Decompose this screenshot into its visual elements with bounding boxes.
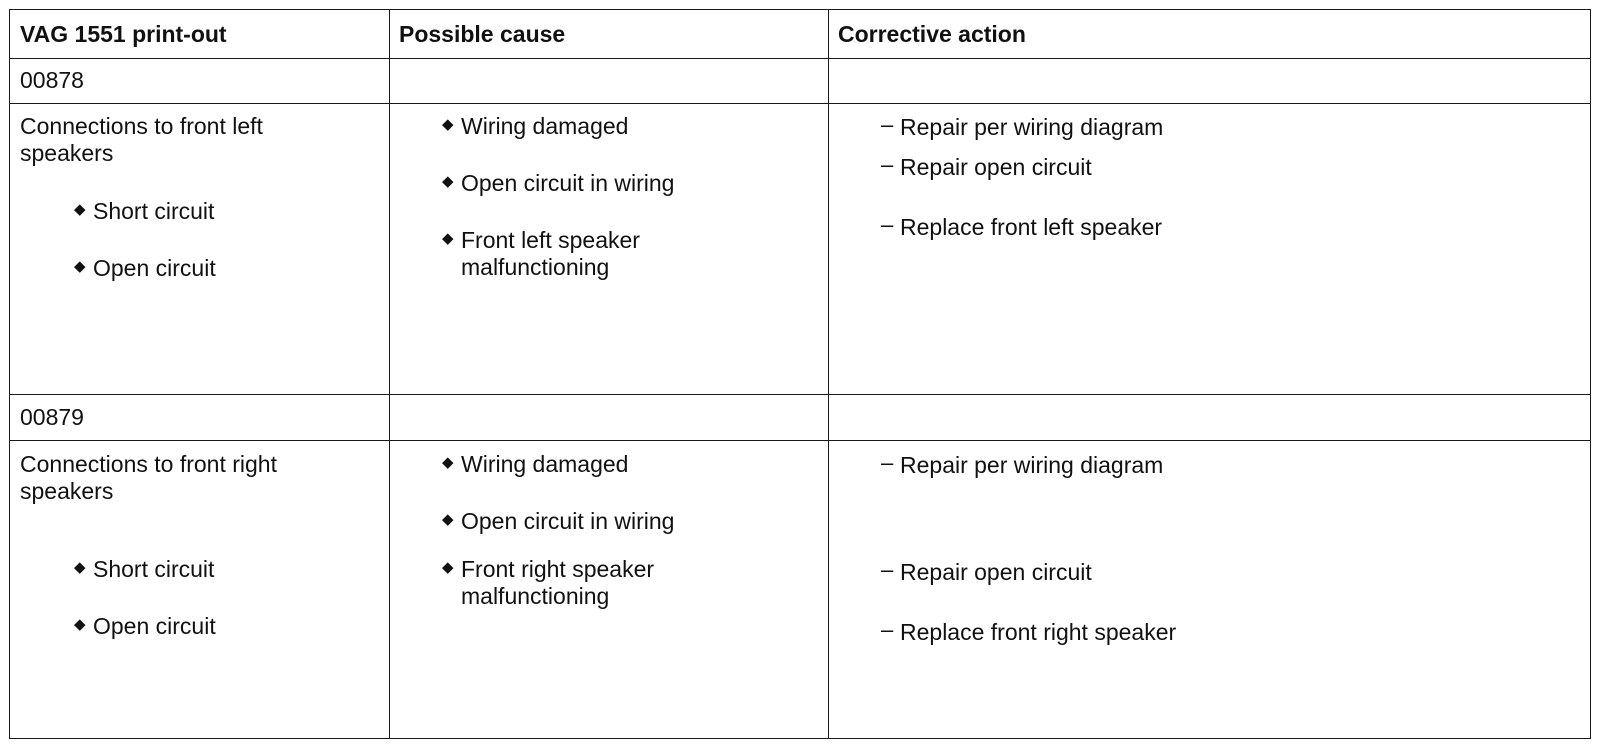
bullet-icon: ◆ [442, 116, 454, 133]
block2-cause-speaker-line1: Front right speaker [461, 556, 655, 582]
bullet-icon: ◆ [74, 559, 86, 576]
block1-cause-speaker-line2: malfunctioning [461, 254, 610, 280]
block2-fault-short-circuit: Short circuit [93, 556, 215, 582]
bullet-icon: ◆ [442, 559, 454, 576]
block1-cause-speaker-line1: Front left speaker [461, 227, 640, 253]
bullet-icon: ◆ [442, 173, 454, 190]
block1-action-replace-speaker: Replace front left speaker [900, 214, 1163, 240]
block2-action-repair-wiring: Repair per wiring diagram [900, 452, 1164, 478]
block1-cause-wiring-damaged: Wiring damaged [461, 113, 629, 139]
block2-action-repair-open-circuit: Repair open circuit [900, 559, 1092, 585]
bullet-icon: ◆ [74, 201, 86, 218]
block1-fault-short-circuit: Short circuit [93, 198, 215, 224]
dash-icon: – [881, 557, 894, 582]
bullet-icon: ◆ [442, 454, 454, 471]
row-divider-code2 [10, 440, 1590, 441]
bullet-icon: ◆ [442, 230, 454, 247]
diagnosis-table [9, 9, 1591, 739]
block2-cause-open-circuit: Open circuit in wiring [461, 508, 675, 534]
dash-icon: – [881, 212, 894, 237]
block2-title-line2: speakers [20, 478, 114, 504]
bullet-icon: ◆ [442, 511, 454, 528]
dash-icon: – [881, 112, 894, 137]
block2-cause-speaker-line2: malfunctioning [461, 583, 610, 609]
block2-title-line1: Connections to front right [20, 451, 277, 477]
block2-fault-open-circuit: Open circuit [93, 613, 216, 639]
block1-action-repair-wiring: Repair per wiring diagram [900, 114, 1164, 140]
block2-action-replace-speaker: Replace front right speaker [900, 619, 1177, 645]
column-divider-1 [389, 10, 390, 738]
header-corrective-action: Corrective action [838, 21, 1026, 47]
column-divider-2 [828, 10, 829, 738]
dash-icon: – [881, 617, 894, 642]
dash-icon: – [881, 152, 894, 177]
block1-fault-open-circuit: Open circuit [93, 255, 216, 281]
block1-title-line2: speakers [20, 140, 114, 166]
row-divider-block1 [10, 394, 1590, 395]
dash-icon: – [881, 450, 894, 475]
row-divider-code1 [10, 103, 1590, 104]
fault-code-00878: 00878 [20, 67, 84, 93]
block1-action-repair-open-circuit: Repair open circuit [900, 154, 1092, 180]
block2-cause-wiring-damaged: Wiring damaged [461, 451, 629, 477]
row-divider-header [10, 58, 1590, 59]
bullet-icon: ◆ [74, 616, 86, 633]
fault-code-00879: 00879 [20, 404, 84, 430]
header-possible-cause: Possible cause [399, 21, 566, 47]
block1-cause-open-circuit: Open circuit in wiring [461, 170, 675, 196]
block1-title-line1: Connections to front left [20, 113, 263, 139]
header-vag-printout: VAG 1551 print-out [20, 21, 227, 47]
bullet-icon: ◆ [74, 258, 86, 275]
